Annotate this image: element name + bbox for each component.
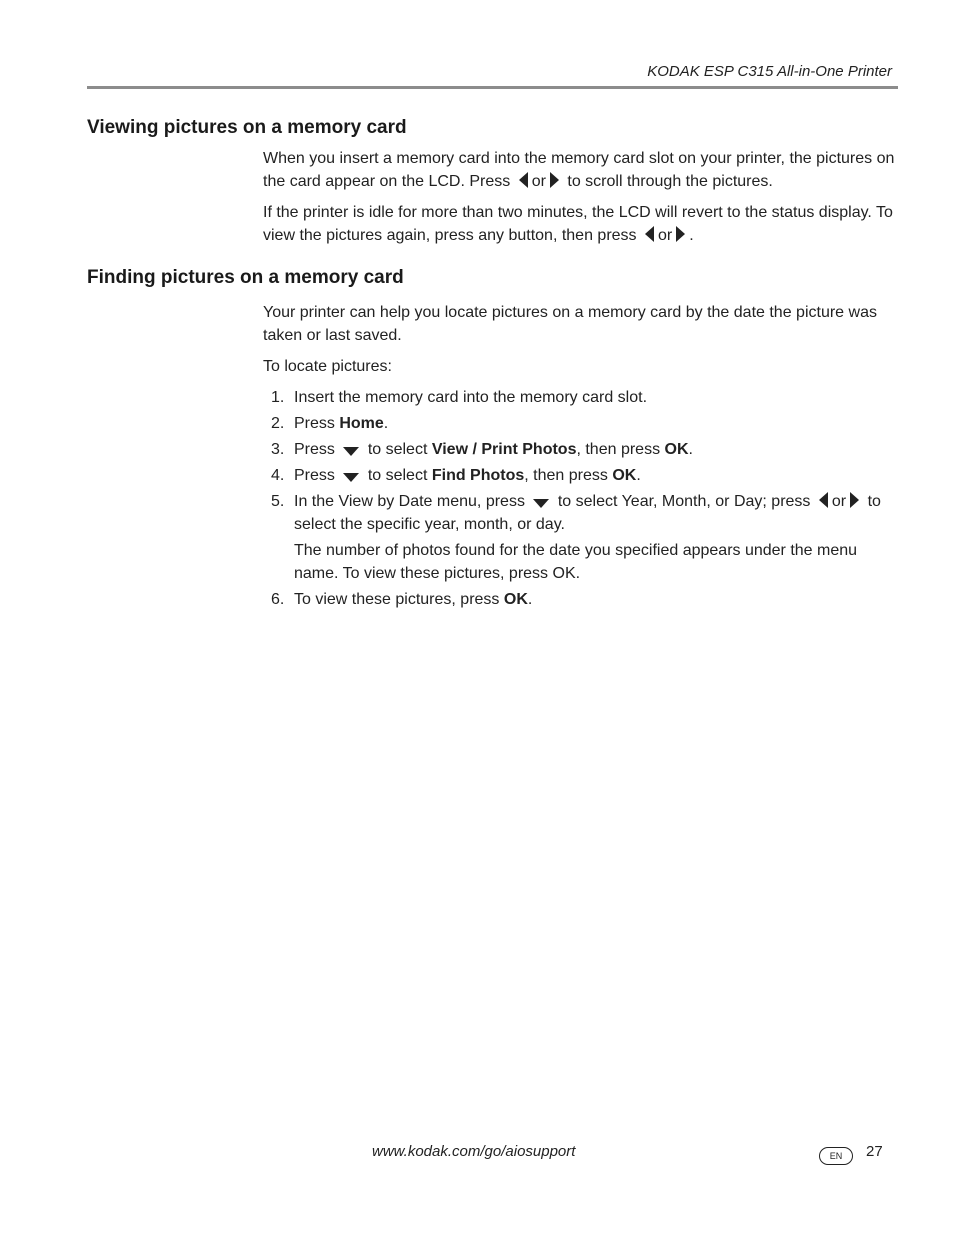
right-arrow-icon [550, 172, 559, 188]
section-body-finding [263, 301, 903, 614]
page-header-title: KODAK ESP C315 All-in-One Printer [647, 63, 892, 80]
left-arrow-icon [819, 492, 828, 508]
text: , then press [576, 441, 665, 458]
steps-list [263, 386, 903, 611]
header-rule [87, 86, 898, 89]
list-item [263, 386, 903, 409]
paragraph: To locate pictures: [263, 358, 392, 375]
text: to select [367, 441, 432, 458]
step-number: 6. [271, 591, 285, 608]
list-item [263, 438, 903, 461]
text: . [527, 591, 533, 608]
step-note: The number of photos found for the date you specified appears under the menu name. To view these pictures, press OK. [294, 542, 858, 582]
text: to select Year, Month, or Day; press [557, 493, 811, 510]
text: to select the specific year, month, or day. [294, 493, 881, 533]
text: Press [294, 441, 335, 458]
step-number: 3. [271, 441, 285, 458]
bold-text: OK [612, 467, 637, 484]
text: or [831, 493, 847, 510]
step-number: 5. [271, 493, 285, 510]
list-item [263, 412, 903, 435]
text: In the View by Date menu, press [294, 493, 525, 510]
right-arrow-icon [676, 226, 685, 242]
text: to scroll through the pictures. [567, 173, 773, 190]
section-heading-finding: Finding pictures on a memory card [87, 267, 404, 288]
text: Press [294, 467, 335, 484]
bold-text: Find Photos [431, 467, 525, 484]
step-number: 1. [271, 389, 285, 406]
list-item [263, 588, 903, 611]
text: or [658, 227, 673, 244]
list-item [263, 490, 903, 585]
section-heading-viewing: Viewing pictures on a memory card [87, 117, 407, 138]
text: . [688, 441, 693, 458]
left-arrow-icon [645, 226, 654, 242]
step-number: 4. [271, 467, 285, 484]
text: . [636, 467, 641, 484]
step-number: 2. [271, 415, 285, 432]
text: Insert the memory card into the memory card slot. [294, 389, 648, 406]
text: Press [294, 415, 340, 432]
page-number: 27 [866, 1143, 883, 1160]
text: to select [367, 467, 432, 484]
left-arrow-icon [519, 172, 528, 188]
down-arrow-icon [343, 473, 359, 482]
right-arrow-icon [850, 492, 859, 508]
text: To view these pictures, press [294, 591, 504, 608]
list-item [263, 464, 903, 487]
footer-url[interactable]: www.kodak.com/go/aiosupport [372, 1143, 576, 1160]
bold-text: View / Print Photos [431, 441, 577, 458]
paragraph [263, 201, 903, 247]
bold-text: OK [503, 591, 528, 608]
text: . [383, 415, 389, 432]
text: , then press [524, 467, 613, 484]
down-arrow-icon [533, 499, 549, 508]
down-arrow-icon [343, 447, 359, 456]
language-badge: EN [819, 1147, 853, 1165]
text: or [531, 173, 546, 190]
text: If the printer is idle for more than two minutes, the LCD will revert to the status display. To view the pictures again, press any button, then press [263, 204, 893, 244]
section-body-viewing [263, 147, 903, 255]
bold-text: Home [339, 415, 384, 432]
text: When you insert a memory card into the memory card slot on your printer, the pictures on the card appear on the LCD. Press [263, 150, 895, 190]
text: . [689, 227, 694, 244]
paragraph: Your printer can help you locate pictures on a memory card by the date the picture was taken or last saved. [263, 304, 877, 344]
paragraph [263, 147, 903, 193]
bold-text: OK [664, 441, 689, 458]
